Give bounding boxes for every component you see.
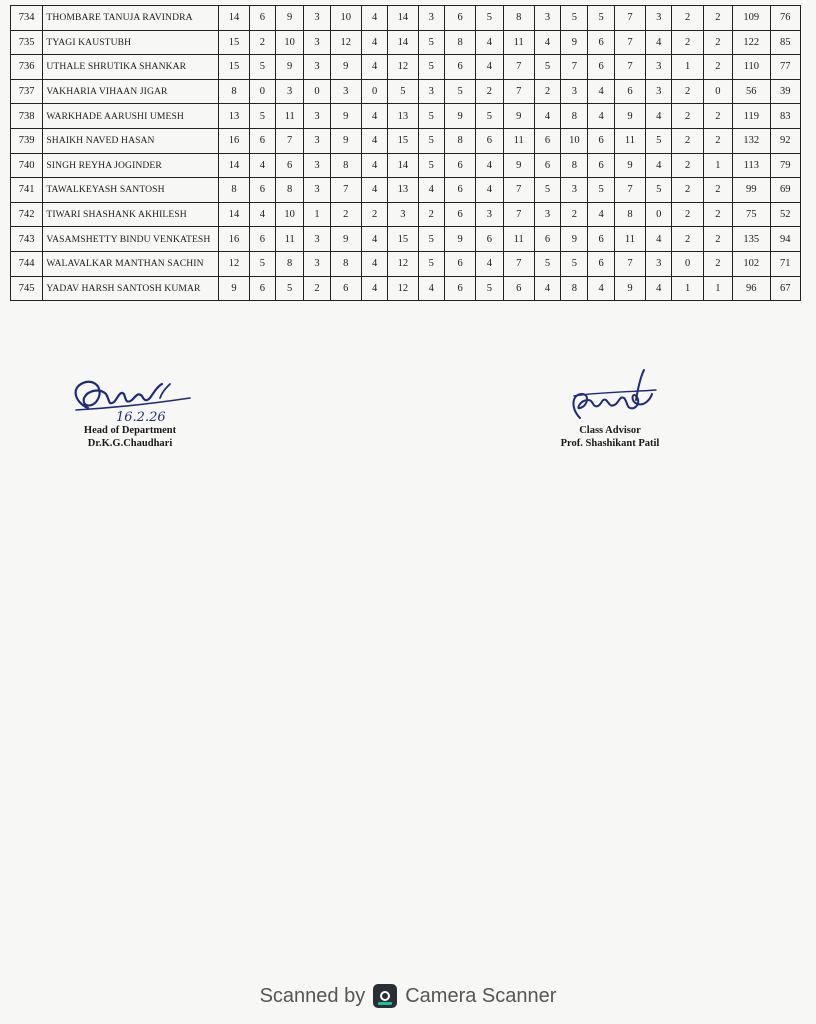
marks-cell: 3: [304, 30, 330, 55]
marks-cell: 8: [444, 128, 475, 153]
marks-cell: 5: [418, 153, 444, 178]
student-name-cell: WALAVALKAR MANTHAN SACHIN: [43, 251, 219, 276]
marks-cell: 1: [672, 276, 703, 301]
total-marks-cell: 102: [733, 251, 770, 276]
marks-cell: 3: [276, 79, 304, 104]
student-name-cell: TYAGI KAUSTUBH: [43, 30, 219, 55]
total-marks-cell: 135: [733, 227, 770, 252]
marks-cell: 9: [330, 104, 361, 129]
student-name-cell: TIWARI SHASHANK AKHILESH: [43, 202, 219, 227]
marks-cell: 2: [703, 251, 732, 276]
marks-cell: 3: [304, 104, 330, 129]
advisor-role-label: Class Advisor: [579, 425, 641, 436]
marks-cell: 6: [444, 276, 475, 301]
marks-cell: 16: [219, 128, 249, 153]
marks-cell: 4: [646, 227, 672, 252]
marks-cell: 6: [534, 128, 560, 153]
marks-cell: 6: [476, 227, 503, 252]
marks-cell: 11: [503, 227, 534, 252]
marks-cell: 3: [304, 178, 330, 203]
advisor-signature-mark: [540, 368, 680, 424]
roll-number-cell: 740: [11, 153, 43, 178]
marks-cell: 9: [219, 276, 249, 301]
marks-cell: 11: [276, 227, 304, 252]
percentage-cell: 39: [770, 79, 801, 104]
table-row: [11, 227, 801, 252]
marks-cell: 2: [249, 30, 275, 55]
total-marks-cell: 113: [733, 153, 770, 178]
roll-number-cell: 738: [11, 104, 43, 129]
marks-cell: 4: [588, 104, 614, 129]
total-marks-cell: 75: [733, 202, 770, 227]
marks-cell: 2: [672, 79, 703, 104]
marks-cell: 6: [534, 227, 560, 252]
marks-cell: 11: [614, 128, 645, 153]
marks-cell: 6: [476, 128, 503, 153]
marks-cell: 4: [418, 276, 444, 301]
percentage-cell: 92: [770, 128, 801, 153]
student-name-cell: YADAV HARSH SANTOSH KUMAR: [43, 276, 219, 301]
marks-cell: 10: [276, 30, 304, 55]
marks-cell: 5: [561, 251, 588, 276]
marks-cell: 6: [249, 128, 275, 153]
marks-cell: 13: [388, 104, 418, 129]
marks-cell: 5: [249, 55, 275, 80]
roll-number-cell: 736: [11, 55, 43, 80]
scanned-by-text: Scanned by: [259, 984, 366, 1007]
percentage-cell: 71: [770, 251, 801, 276]
marks-cell: 9: [614, 104, 645, 129]
marks-cell: 10: [330, 6, 361, 31]
marks-cell: 7: [330, 178, 361, 203]
marks-cell: 2: [304, 276, 330, 301]
table-row: [11, 55, 801, 80]
marks-cell: 5: [418, 55, 444, 80]
percentage-cell: 83: [770, 104, 801, 129]
hod-signature-mark: [60, 372, 200, 424]
total-marks-cell: 132: [733, 128, 770, 153]
marks-cell: 2: [672, 178, 703, 203]
marks-cell: 7: [503, 79, 534, 104]
marks-cell: 7: [614, 6, 645, 31]
marks-cell: 5: [418, 128, 444, 153]
hod-role-label: Head of Department: [83, 425, 177, 436]
marks-cell: 2: [703, 128, 732, 153]
marks-cell: 4: [476, 251, 503, 276]
marks-cell: 5: [418, 227, 444, 252]
marks-cell: 1: [703, 276, 732, 301]
marks-cell: 3: [304, 251, 330, 276]
marks-cell: 7: [503, 251, 534, 276]
marks-cell: 0: [304, 79, 330, 104]
marks-cell: 4: [361, 128, 387, 153]
hod-signature-date: 16.2.26: [116, 410, 166, 424]
marks-cell: 3: [646, 251, 672, 276]
marks-cell: 2: [672, 153, 703, 178]
marks-cell: 2: [672, 30, 703, 55]
marks-cell: 4: [361, 55, 387, 80]
student-name-cell: UTHALE SHRUTIKA SHANKAR: [43, 55, 219, 80]
scanner-footer: [0, 984, 816, 1008]
marks-cell: 2: [672, 128, 703, 153]
marks-cell: 3: [646, 6, 672, 31]
marks-cell: 9: [503, 153, 534, 178]
marks-cell: 2: [703, 6, 732, 31]
marks-cell: 4: [476, 30, 503, 55]
marks-cell: 1: [304, 202, 330, 227]
marks-cell: 6: [249, 178, 275, 203]
marks-cell: 10: [276, 202, 304, 227]
total-marks-cell: 122: [733, 30, 770, 55]
marks-cell: 5: [418, 30, 444, 55]
marks-cell: 8: [444, 30, 475, 55]
marks-cell: 8: [330, 153, 361, 178]
marks-cell: 6: [444, 55, 475, 80]
marks-cell: 9: [614, 153, 645, 178]
marks-cell: 6: [534, 153, 560, 178]
marks-cell: 7: [614, 251, 645, 276]
marks-cell: 6: [444, 6, 475, 31]
marks-cell: 3: [476, 202, 503, 227]
marks-cell: 6: [503, 276, 534, 301]
marks-cell: 9: [330, 128, 361, 153]
marks-cell: 6: [249, 6, 275, 31]
marks-cell: 14: [219, 202, 249, 227]
marks-cell: 5: [561, 6, 588, 31]
marks-cell: 5: [444, 79, 475, 104]
marks-cell: 6: [276, 153, 304, 178]
marks-cell: 7: [561, 55, 588, 80]
marks-cell: 2: [703, 104, 732, 129]
marks-cell: 12: [330, 30, 361, 55]
marks-cell: 14: [219, 153, 249, 178]
marks-cell: 4: [361, 251, 387, 276]
marks-cell: 7: [614, 30, 645, 55]
marks-cell: 5: [249, 104, 275, 129]
marks-cell: 3: [646, 79, 672, 104]
marks-cell: 9: [614, 276, 645, 301]
marks-cell: 7: [503, 178, 534, 203]
student-name-cell: SHAIKH NAVED HASAN: [43, 128, 219, 153]
percentage-cell: 94: [770, 227, 801, 252]
marks-cell: 8: [219, 178, 249, 203]
marks-cell: 4: [588, 276, 614, 301]
total-marks-cell: 109: [733, 6, 770, 31]
hod-name-label: Dr.K.G.Chaudhari: [87, 438, 173, 449]
total-marks-cell: 119: [733, 104, 770, 129]
marks-cell: 4: [646, 276, 672, 301]
marks-cell: 9: [444, 104, 475, 129]
marks-cell: 4: [249, 153, 275, 178]
marks-cell: 4: [361, 104, 387, 129]
student-name-cell: VASAMSHETTY BINDU VENKATESH: [43, 227, 219, 252]
marks-cell: 15: [219, 30, 249, 55]
marks-cell: 14: [219, 6, 249, 31]
table-row: [11, 251, 801, 276]
marks-cell: 6: [588, 55, 614, 80]
marks-cell: 9: [330, 227, 361, 252]
total-marks-cell: 96: [733, 276, 770, 301]
marks-cell: 8: [219, 79, 249, 104]
roll-number-cell: 734: [11, 6, 43, 31]
marks-cell: 3: [330, 79, 361, 104]
total-marks-cell: 99: [733, 178, 770, 203]
marks-cell: 2: [561, 202, 588, 227]
advisor-name-label: Prof. Shashikant Patil: [560, 438, 660, 449]
table-row: [11, 128, 801, 153]
marks-cell: 4: [361, 276, 387, 301]
marks-cell: 7: [614, 55, 645, 80]
marks-cell: 14: [388, 6, 418, 31]
marks-cell: 11: [614, 227, 645, 252]
roll-number-cell: 742: [11, 202, 43, 227]
marks-cell: 3: [304, 6, 330, 31]
marks-cell: 12: [219, 251, 249, 276]
marks-cell: 4: [361, 227, 387, 252]
total-marks-cell: 110: [733, 55, 770, 80]
marks-cell: 15: [388, 128, 418, 153]
marks-cell: 2: [672, 6, 703, 31]
marks-cell: 8: [561, 153, 588, 178]
marks-cell: 6: [444, 153, 475, 178]
roll-number-cell: 744: [11, 251, 43, 276]
marks-cell: 6: [444, 202, 475, 227]
marks-cell: 5: [646, 178, 672, 203]
marks-cell: 6: [588, 128, 614, 153]
marks-cell: 4: [418, 178, 444, 203]
marks-cell: 6: [444, 178, 475, 203]
marks-cell: 9: [330, 55, 361, 80]
marks-cell: 5: [388, 79, 418, 104]
marks-cell: 8: [503, 6, 534, 31]
marks-cell: 6: [588, 30, 614, 55]
marks-cell: 3: [418, 6, 444, 31]
marks-cell: 4: [588, 79, 614, 104]
marks-cell: 7: [503, 55, 534, 80]
marks-cell: 5: [418, 251, 444, 276]
marks-cell: 0: [703, 79, 732, 104]
marks-cell: 13: [219, 104, 249, 129]
percentage-cell: 52: [770, 202, 801, 227]
scanner-bar-shape: [378, 1002, 392, 1005]
marks-cell: 1: [672, 55, 703, 80]
roll-number-cell: 745: [11, 276, 43, 301]
marks-cell: 10: [561, 128, 588, 153]
marks-cell: 2: [703, 227, 732, 252]
marks-cell: 8: [561, 276, 588, 301]
marks-cell: 5: [476, 104, 503, 129]
camera-scanner-app-name: Camera Scanner: [405, 984, 557, 1007]
marks-cell: 2: [534, 79, 560, 104]
marks-cell: 6: [444, 251, 475, 276]
marks-cell: 3: [304, 227, 330, 252]
student-name-cell: THOMBARE TANUJA RAVINDRA: [43, 6, 219, 31]
marks-cell: 5: [276, 276, 304, 301]
marks-cell: 12: [388, 276, 418, 301]
marks-cell: 3: [561, 178, 588, 203]
marks-cell: 5: [476, 6, 503, 31]
student-name-cell: VAKHARIA VIHAAN JIGAR: [43, 79, 219, 104]
student-name-cell: TAWALKEYASH SANTOSH: [43, 178, 219, 203]
table-row: [11, 276, 801, 301]
marks-cell: 2: [418, 202, 444, 227]
marks-cell: 4: [361, 6, 387, 31]
marks-cell: 6: [588, 227, 614, 252]
marks-cell: 4: [534, 104, 560, 129]
marks-cell: 5: [534, 251, 560, 276]
table-row: [11, 153, 801, 178]
marks-cell: 2: [672, 104, 703, 129]
marks-cell: 8: [276, 251, 304, 276]
marks-cell: 5: [646, 128, 672, 153]
marks-cell: 3: [561, 79, 588, 104]
marks-cell: 4: [588, 202, 614, 227]
marks-cell: 4: [361, 153, 387, 178]
marks-cell: 2: [703, 178, 732, 203]
marks-cell: 8: [276, 178, 304, 203]
marks-cell: 9: [276, 55, 304, 80]
table-row: [11, 202, 801, 227]
marks-cell: 9: [444, 227, 475, 252]
camera-scanner-icon: [373, 984, 397, 1008]
marks-cell: 11: [276, 104, 304, 129]
roll-number-cell: 743: [11, 227, 43, 252]
marks-cell: 15: [219, 55, 249, 80]
marks-cell: 4: [646, 30, 672, 55]
roll-number-cell: 737: [11, 79, 43, 104]
marks-cell: 9: [503, 104, 534, 129]
marks-cell: 7: [503, 202, 534, 227]
marks-cell: 11: [503, 128, 534, 153]
table-row: [11, 6, 801, 31]
marks-cell: 5: [588, 178, 614, 203]
marks-cell: 2: [703, 202, 732, 227]
marks-cell: 4: [476, 178, 503, 203]
roll-number-cell: 735: [11, 30, 43, 55]
percentage-cell: 85: [770, 30, 801, 55]
marks-cell: 9: [561, 30, 588, 55]
marks-cell: 16: [219, 227, 249, 252]
marks-cell: 4: [534, 276, 560, 301]
marks-cell: 8: [614, 202, 645, 227]
roll-number-cell: 741: [11, 178, 43, 203]
marks-cell: 5: [418, 104, 444, 129]
table-row: [11, 178, 801, 203]
marks-cell: 3: [388, 202, 418, 227]
marks-cell: 2: [476, 79, 503, 104]
camera-lens-shape: [380, 991, 390, 1001]
marks-cell: 2: [703, 55, 732, 80]
marks-cell: 14: [388, 153, 418, 178]
marks-cell: 12: [388, 251, 418, 276]
marks-table: [10, 5, 801, 301]
marks-cell: 6: [249, 276, 275, 301]
percentage-cell: 67: [770, 276, 801, 301]
marks-cell: 2: [672, 227, 703, 252]
advisor-signature-block: [540, 368, 680, 450]
percentage-cell: 79: [770, 153, 801, 178]
marks-cell: 2: [330, 202, 361, 227]
marks-cell: 6: [588, 153, 614, 178]
marks-cell: 4: [476, 153, 503, 178]
marks-cell: 0: [249, 79, 275, 104]
marks-cell: 4: [249, 202, 275, 227]
marks-cell: 9: [276, 6, 304, 31]
hod-signature-block: [60, 372, 200, 450]
marks-cell: 6: [588, 251, 614, 276]
marks-cell: 6: [614, 79, 645, 104]
marks-cell: 2: [672, 202, 703, 227]
marks-cell: 2: [361, 202, 387, 227]
marks-cell: 3: [534, 6, 560, 31]
marks-cell: 8: [561, 104, 588, 129]
percentage-cell: 77: [770, 55, 801, 80]
marks-cell: 4: [646, 104, 672, 129]
marks-cell: 14: [388, 30, 418, 55]
marks-cell: 7: [614, 178, 645, 203]
marks-cell: 12: [388, 55, 418, 80]
percentage-cell: 69: [770, 178, 801, 203]
marks-cell: 15: [388, 227, 418, 252]
marks-cell: 5: [249, 251, 275, 276]
marks-table-body: [11, 6, 801, 301]
table-row: [11, 79, 801, 104]
marks-cell: 3: [304, 55, 330, 80]
marks-cell: 2: [703, 30, 732, 55]
marks-cell: 3: [304, 128, 330, 153]
total-marks-cell: 56: [733, 79, 770, 104]
student-name-cell: WARKHADE AARUSHI UMESH: [43, 104, 219, 129]
student-name-cell: SINGH REYHA JOGINDER: [43, 153, 219, 178]
marks-cell: 4: [534, 30, 560, 55]
marks-cell: 4: [476, 55, 503, 80]
marks-cell: 6: [249, 227, 275, 252]
marks-cell: 3: [646, 55, 672, 80]
marks-cell: 4: [361, 30, 387, 55]
table-row: [11, 30, 801, 55]
marks-cell: 8: [330, 251, 361, 276]
marks-cell: 1: [703, 153, 732, 178]
marks-cell: 9: [561, 227, 588, 252]
marks-cell: 0: [672, 251, 703, 276]
marks-cell: 5: [534, 178, 560, 203]
marks-cell: 3: [304, 153, 330, 178]
marks-cell: 7: [276, 128, 304, 153]
marks-cell: 13: [388, 178, 418, 203]
marks-cell: 11: [503, 30, 534, 55]
marks-cell: 3: [418, 79, 444, 104]
marks-cell: 0: [361, 79, 387, 104]
marks-cell: 5: [476, 276, 503, 301]
marks-cell: 0: [646, 202, 672, 227]
marks-cell: 4: [361, 178, 387, 203]
marks-cell: 5: [534, 55, 560, 80]
marks-cell: 6: [330, 276, 361, 301]
percentage-cell: 76: [770, 6, 801, 31]
table-row: [11, 104, 801, 129]
roll-number-cell: 739: [11, 128, 43, 153]
marks-cell: 4: [646, 153, 672, 178]
marks-cell: 5: [588, 6, 614, 31]
marks-cell: 3: [534, 202, 560, 227]
